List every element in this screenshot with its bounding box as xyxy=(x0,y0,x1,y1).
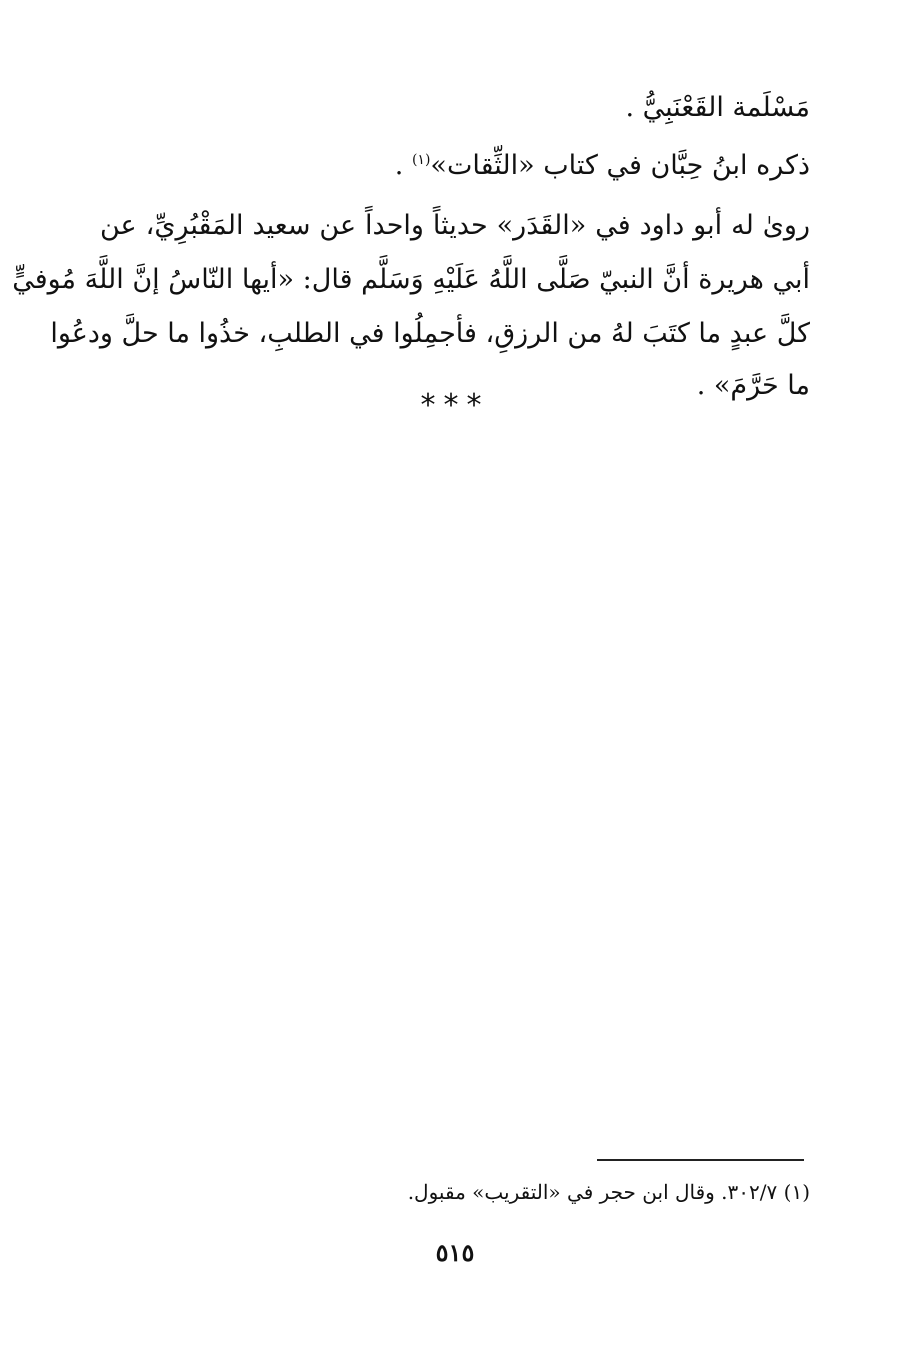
text-line-5: كلَّ عبدٍ ما كتَبَ لهُ من الرزقِ، فأجمِلُوا في الطلبِ، خذُوا ما حلَّ ودعُوا xyxy=(50,318,810,349)
text-line-2-end: . xyxy=(394,150,412,181)
page-number: ٥١٥ xyxy=(435,1238,475,1267)
text-line-4: أبي هريرة أنَّ النبيّ صَلَّى اللَّهُ عَلَيْهِ وَسَلَّم قال: «أيها النّاسُ إنَّ اللَّهَ مُوفيٍّ xyxy=(12,264,810,295)
text-line-6: ما حَرَّمَ» . xyxy=(696,370,810,401)
footnote-divider xyxy=(597,1159,804,1161)
text-line-2-main: ذكره ابنُ حِبَّان في كتاب «الثِّقات» xyxy=(430,150,810,181)
text-line-2 xyxy=(100,150,810,182)
text-line-3: روىٰ له أبو داود في «القَدَر» حديثاً واحداً عن سعيد المَقْبُرِيِّ، عن xyxy=(100,210,810,241)
section-separator: *** xyxy=(420,388,490,423)
footnote: (١) ٣٠٢/٧. وقال ابن حجر في «التقريب» مقبول. xyxy=(407,1180,810,1204)
footnote-reference: (١) xyxy=(411,152,431,168)
text-line-1: مَسْلَمة القَعْنَبِيُّ . xyxy=(625,92,810,123)
